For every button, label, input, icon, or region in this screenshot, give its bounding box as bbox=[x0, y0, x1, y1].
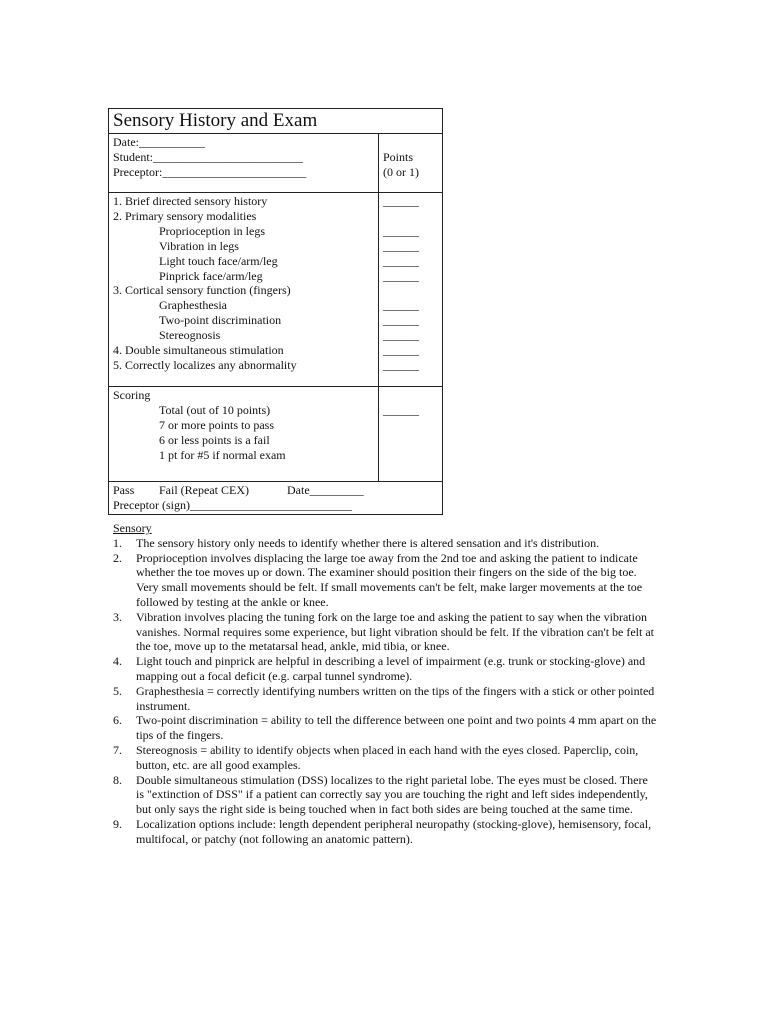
note-number: 2. bbox=[113, 550, 122, 565]
exam-item: Two-point discrimination bbox=[159, 313, 282, 328]
note-text: Light touch and pinprick are helpful in describing a level of impairment (e.g. trunk or stocking-glove) and mapping out a focal deficit (e.g. carpal tunnel syndrome). bbox=[136, 654, 646, 683]
note-item bbox=[113, 536, 658, 551]
total-points-cell bbox=[379, 387, 442, 481]
note-item bbox=[113, 654, 658, 684]
exam-item: 4. Double simultaneous stimulation bbox=[113, 343, 284, 358]
scoring-line: 7 or more points to pass bbox=[159, 417, 274, 432]
scoring-row bbox=[109, 387, 442, 482]
exam-item: 1. Brief directed sensory history bbox=[113, 194, 268, 208]
note-number: 4. bbox=[113, 654, 122, 669]
notes-title: Sensory bbox=[113, 521, 152, 535]
note-text: Graphesthesia = correctly identifying numbers written on the tips of the fingers with a stick or other pointed instrument. bbox=[136, 683, 655, 713]
note-item bbox=[113, 713, 658, 743]
note-item bbox=[113, 743, 658, 773]
points-blank: ______ bbox=[383, 223, 419, 238]
points-blank: ______ bbox=[383, 313, 419, 328]
fail-label: Fail (Repeat CEX) bbox=[159, 483, 249, 497]
points-header-cell bbox=[379, 134, 442, 192]
note-text: Vibration involves placing the tuning fork on the large toe and asking the patient to say when the vibration vanishes. Normal requires some experience, but light vibration should be felt. If the vibration can't be felt at the toe, move up to the metatarsal head, ankle, mid tibia, or knee. bbox=[136, 609, 655, 654]
scoring-cell bbox=[109, 387, 379, 481]
points-blank bbox=[383, 283, 438, 298]
note-text: The sensory history only needs to identify whether there is altered sensation and it's distribution. bbox=[136, 535, 600, 550]
date-field: Date:___________ bbox=[113, 135, 205, 149]
form-items-row bbox=[109, 193, 442, 387]
points-header: Points bbox=[383, 149, 414, 164]
note-text: Proprioception involves displacing the large toe away from the 2nd toe and asking the patient to indicate whether the toe moves up or down. The examiner should position their fingers on the side of the big toe. Very small movements should be felt. If small movements can't be felt, make larger movements at the toe followed by testing at the ankle or knee. bbox=[136, 550, 643, 609]
note-number: 3. bbox=[113, 609, 122, 624]
exam-item: 5. Correctly localizes any abnormality bbox=[113, 357, 297, 372]
exam-item: Stereognosis bbox=[159, 328, 221, 343]
note-text: Stereognosis = ability to identify objects when placed in each hand with the eyes closed. Paperclip, coin, button, etc. are all good examples. bbox=[136, 742, 639, 772]
note-number: 1. bbox=[113, 535, 122, 550]
student-field: Student:_________________________ bbox=[113, 149, 304, 164]
note-item bbox=[113, 773, 658, 817]
points-blank: ______ bbox=[383, 253, 419, 268]
points-blank: ______ bbox=[383, 298, 419, 313]
preceptor-signature-field: Preceptor (sign)___________________________ bbox=[113, 497, 352, 512]
scoring-line: 1 pt for #5 if normal exam bbox=[159, 447, 286, 462]
exam-item: Light touch face/arm/leg bbox=[159, 253, 278, 268]
form-title: Sensory History and Exam bbox=[113, 110, 318, 131]
notes-list bbox=[113, 536, 658, 847]
note-item bbox=[113, 610, 658, 654]
scoring-line: 6 or less points is a fail bbox=[159, 432, 270, 447]
form-header-row bbox=[109, 134, 442, 193]
exam-item: Proprioception in legs bbox=[159, 223, 265, 238]
pass-label: Pass bbox=[113, 483, 135, 497]
note-number: 5. bbox=[113, 683, 122, 698]
note-text: Localization options include: length dependent peripheral neuropathy (stocking-glove), hemisensory, focal, multifocal, or patchy (not following an anatomic pattern). bbox=[136, 816, 652, 846]
note-item bbox=[113, 551, 658, 610]
sensory-exam-form bbox=[108, 108, 443, 515]
form-title-row bbox=[109, 109, 442, 134]
points-blank bbox=[383, 209, 438, 224]
scoring-title: Scoring bbox=[113, 388, 151, 402]
note-item bbox=[113, 684, 658, 714]
points-blank: ______ bbox=[383, 238, 419, 253]
note-text: Double simultaneous stimulation (DSS) localizes to the right parietal lobe. The eyes must be closed. There is "extinction of DSS" if a patient can correctly say you are touching the right and left sides independently, but only says the right side is being touched when in fact both sides are being touched at the same time. bbox=[136, 772, 648, 817]
note-number: 7. bbox=[113, 742, 122, 757]
exam-item: Pinprick face/arm/leg bbox=[159, 268, 263, 283]
note-number: 9. bbox=[113, 816, 122, 831]
note-number: 8. bbox=[113, 772, 122, 787]
points-blank: ______ bbox=[383, 357, 419, 372]
points-blanks-list bbox=[379, 193, 442, 386]
exam-items-list bbox=[109, 193, 379, 386]
points-range: (0 or 1) bbox=[383, 164, 419, 179]
note-text: Two-point discrimination = ability to tell the difference between one point and two points 4 mm apart on the tips of the fingers. bbox=[136, 713, 657, 743]
exam-item: Graphesthesia bbox=[159, 298, 227, 313]
total-points-blank: ______ bbox=[383, 402, 419, 417]
signature-row bbox=[109, 482, 442, 514]
points-blank: ______ bbox=[383, 328, 419, 343]
exam-item: Vibration in legs bbox=[159, 238, 239, 253]
preceptor-field: Preceptor:________________________ bbox=[113, 164, 307, 179]
exam-item: 2. Primary sensory modalities bbox=[113, 208, 257, 223]
note-number: 6. bbox=[113, 713, 122, 728]
points-blank: ______ bbox=[383, 268, 419, 283]
scoring-line: Total (out of 10 points) bbox=[159, 402, 271, 417]
note-item bbox=[113, 817, 658, 847]
form-info-cell bbox=[109, 134, 379, 192]
sensory-notes bbox=[113, 521, 658, 847]
points-blank: ______ bbox=[383, 343, 419, 358]
exam-item: 3. Cortical sensory function (fingers) bbox=[113, 283, 291, 298]
sign-date-field: Date_________ bbox=[287, 483, 364, 497]
points-blank: ______ bbox=[383, 194, 419, 208]
